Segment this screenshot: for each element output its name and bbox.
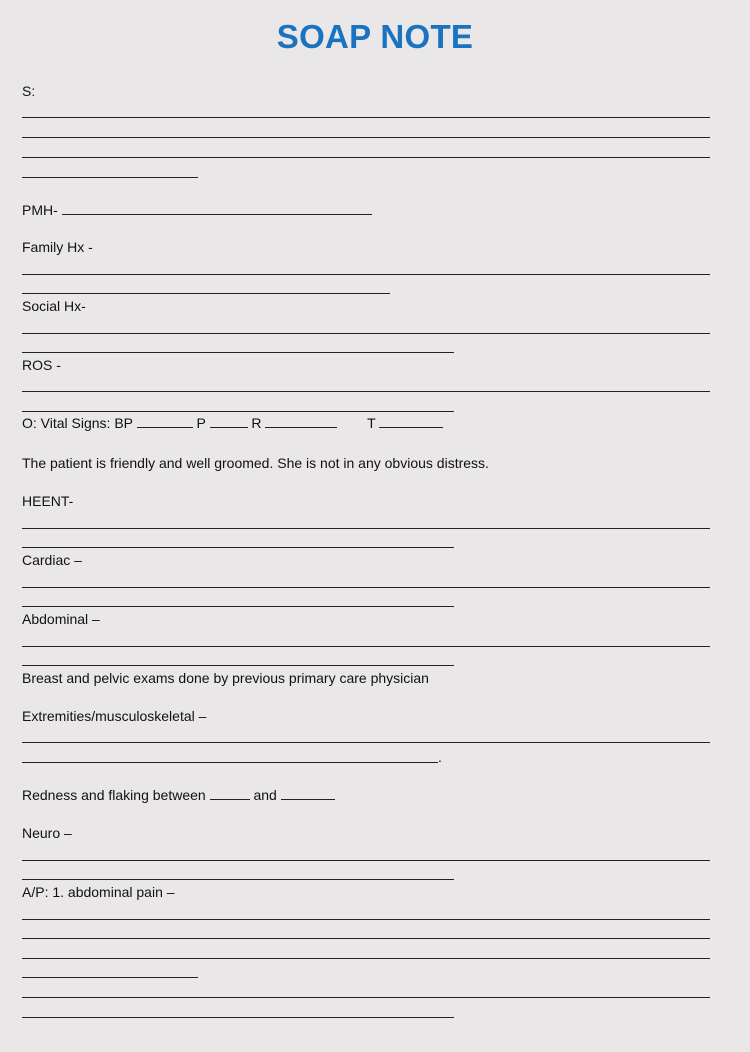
assessment-line-1[interactable] <box>22 919 710 920</box>
cardiac-line-2[interactable] <box>22 606 454 607</box>
neuro-label: Neuro – <box>22 825 72 841</box>
bp-blank[interactable] <box>137 414 193 428</box>
redness-row <box>22 786 335 804</box>
ros-line-1[interactable] <box>22 391 710 392</box>
ros-label: ROS - <box>22 357 61 373</box>
pmh-blank[interactable] <box>62 201 372 215</box>
neuro-line-2[interactable] <box>22 879 454 880</box>
extremities-line-1[interactable] <box>22 742 710 743</box>
pmh-label: PMH- <box>22 202 58 218</box>
assessment-label: A/P: 1. abdominal pain – <box>22 884 175 900</box>
heent-label: HEENT- <box>22 493 74 509</box>
cardiac-line-1[interactable] <box>22 587 710 588</box>
subjective-line-2[interactable] <box>22 137 710 138</box>
pulse-blank[interactable] <box>210 414 248 428</box>
family-hx-line-1[interactable] <box>22 274 710 275</box>
vitals-label: O: Vital Signs: BP <box>22 415 133 431</box>
redness-blank-1[interactable] <box>210 786 250 800</box>
breast-pelvic-note: Breast and pelvic exams done by previous primary care physician <box>22 670 429 686</box>
cardiac-label: Cardiac – <box>22 552 82 568</box>
extremities-period: . <box>438 749 442 765</box>
vital-signs-row <box>22 414 443 432</box>
subjective-line-4[interactable] <box>22 177 198 178</box>
social-hx-line-1[interactable] <box>22 333 710 334</box>
family-hx-label: Family Hx - <box>22 239 93 255</box>
abdominal-line-1[interactable] <box>22 646 710 647</box>
subjective-label: S: <box>22 83 36 99</box>
resp-label: R <box>251 415 262 431</box>
heent-line-1[interactable] <box>22 528 710 529</box>
ros-line-2[interactable] <box>22 411 454 412</box>
heent-line-2[interactable] <box>22 547 454 548</box>
social-hx-label: Social Hx- <box>22 298 86 314</box>
social-hx-line-2[interactable] <box>22 352 454 353</box>
assessment-line-2[interactable] <box>22 938 710 939</box>
redness-and: and <box>253 787 277 803</box>
extremities-label: Extremities/musculoskeletal – <box>22 708 207 724</box>
redness-label: Redness and flaking between <box>22 787 206 803</box>
family-hx-line-2[interactable] <box>22 293 390 294</box>
subjective-line-3[interactable] <box>22 157 710 158</box>
abdominal-label: Abdominal – <box>22 611 100 627</box>
page-title: SOAP NOTE <box>276 18 474 55</box>
temp-label: T <box>367 415 376 431</box>
assessment-line-3[interactable] <box>22 958 710 959</box>
redness-blank-2[interactable] <box>281 786 335 800</box>
abdominal-line-2[interactable] <box>22 665 454 666</box>
resp-blank[interactable] <box>265 414 337 428</box>
general-appearance: The patient is friendly and well groomed. She is not in any obvious distress. <box>22 455 489 471</box>
assessment-line-4[interactable] <box>22 977 198 978</box>
pmh-row <box>22 201 372 219</box>
assessment-line-6[interactable] <box>22 1017 454 1018</box>
subjective-line-1[interactable] <box>22 117 710 118</box>
pulse-label: P <box>196 415 206 431</box>
neuro-line-1[interactable] <box>22 860 710 861</box>
extremities-line-2[interactable] <box>22 762 438 763</box>
assessment-line-5[interactable] <box>22 997 710 998</box>
temp-blank[interactable] <box>379 414 443 428</box>
